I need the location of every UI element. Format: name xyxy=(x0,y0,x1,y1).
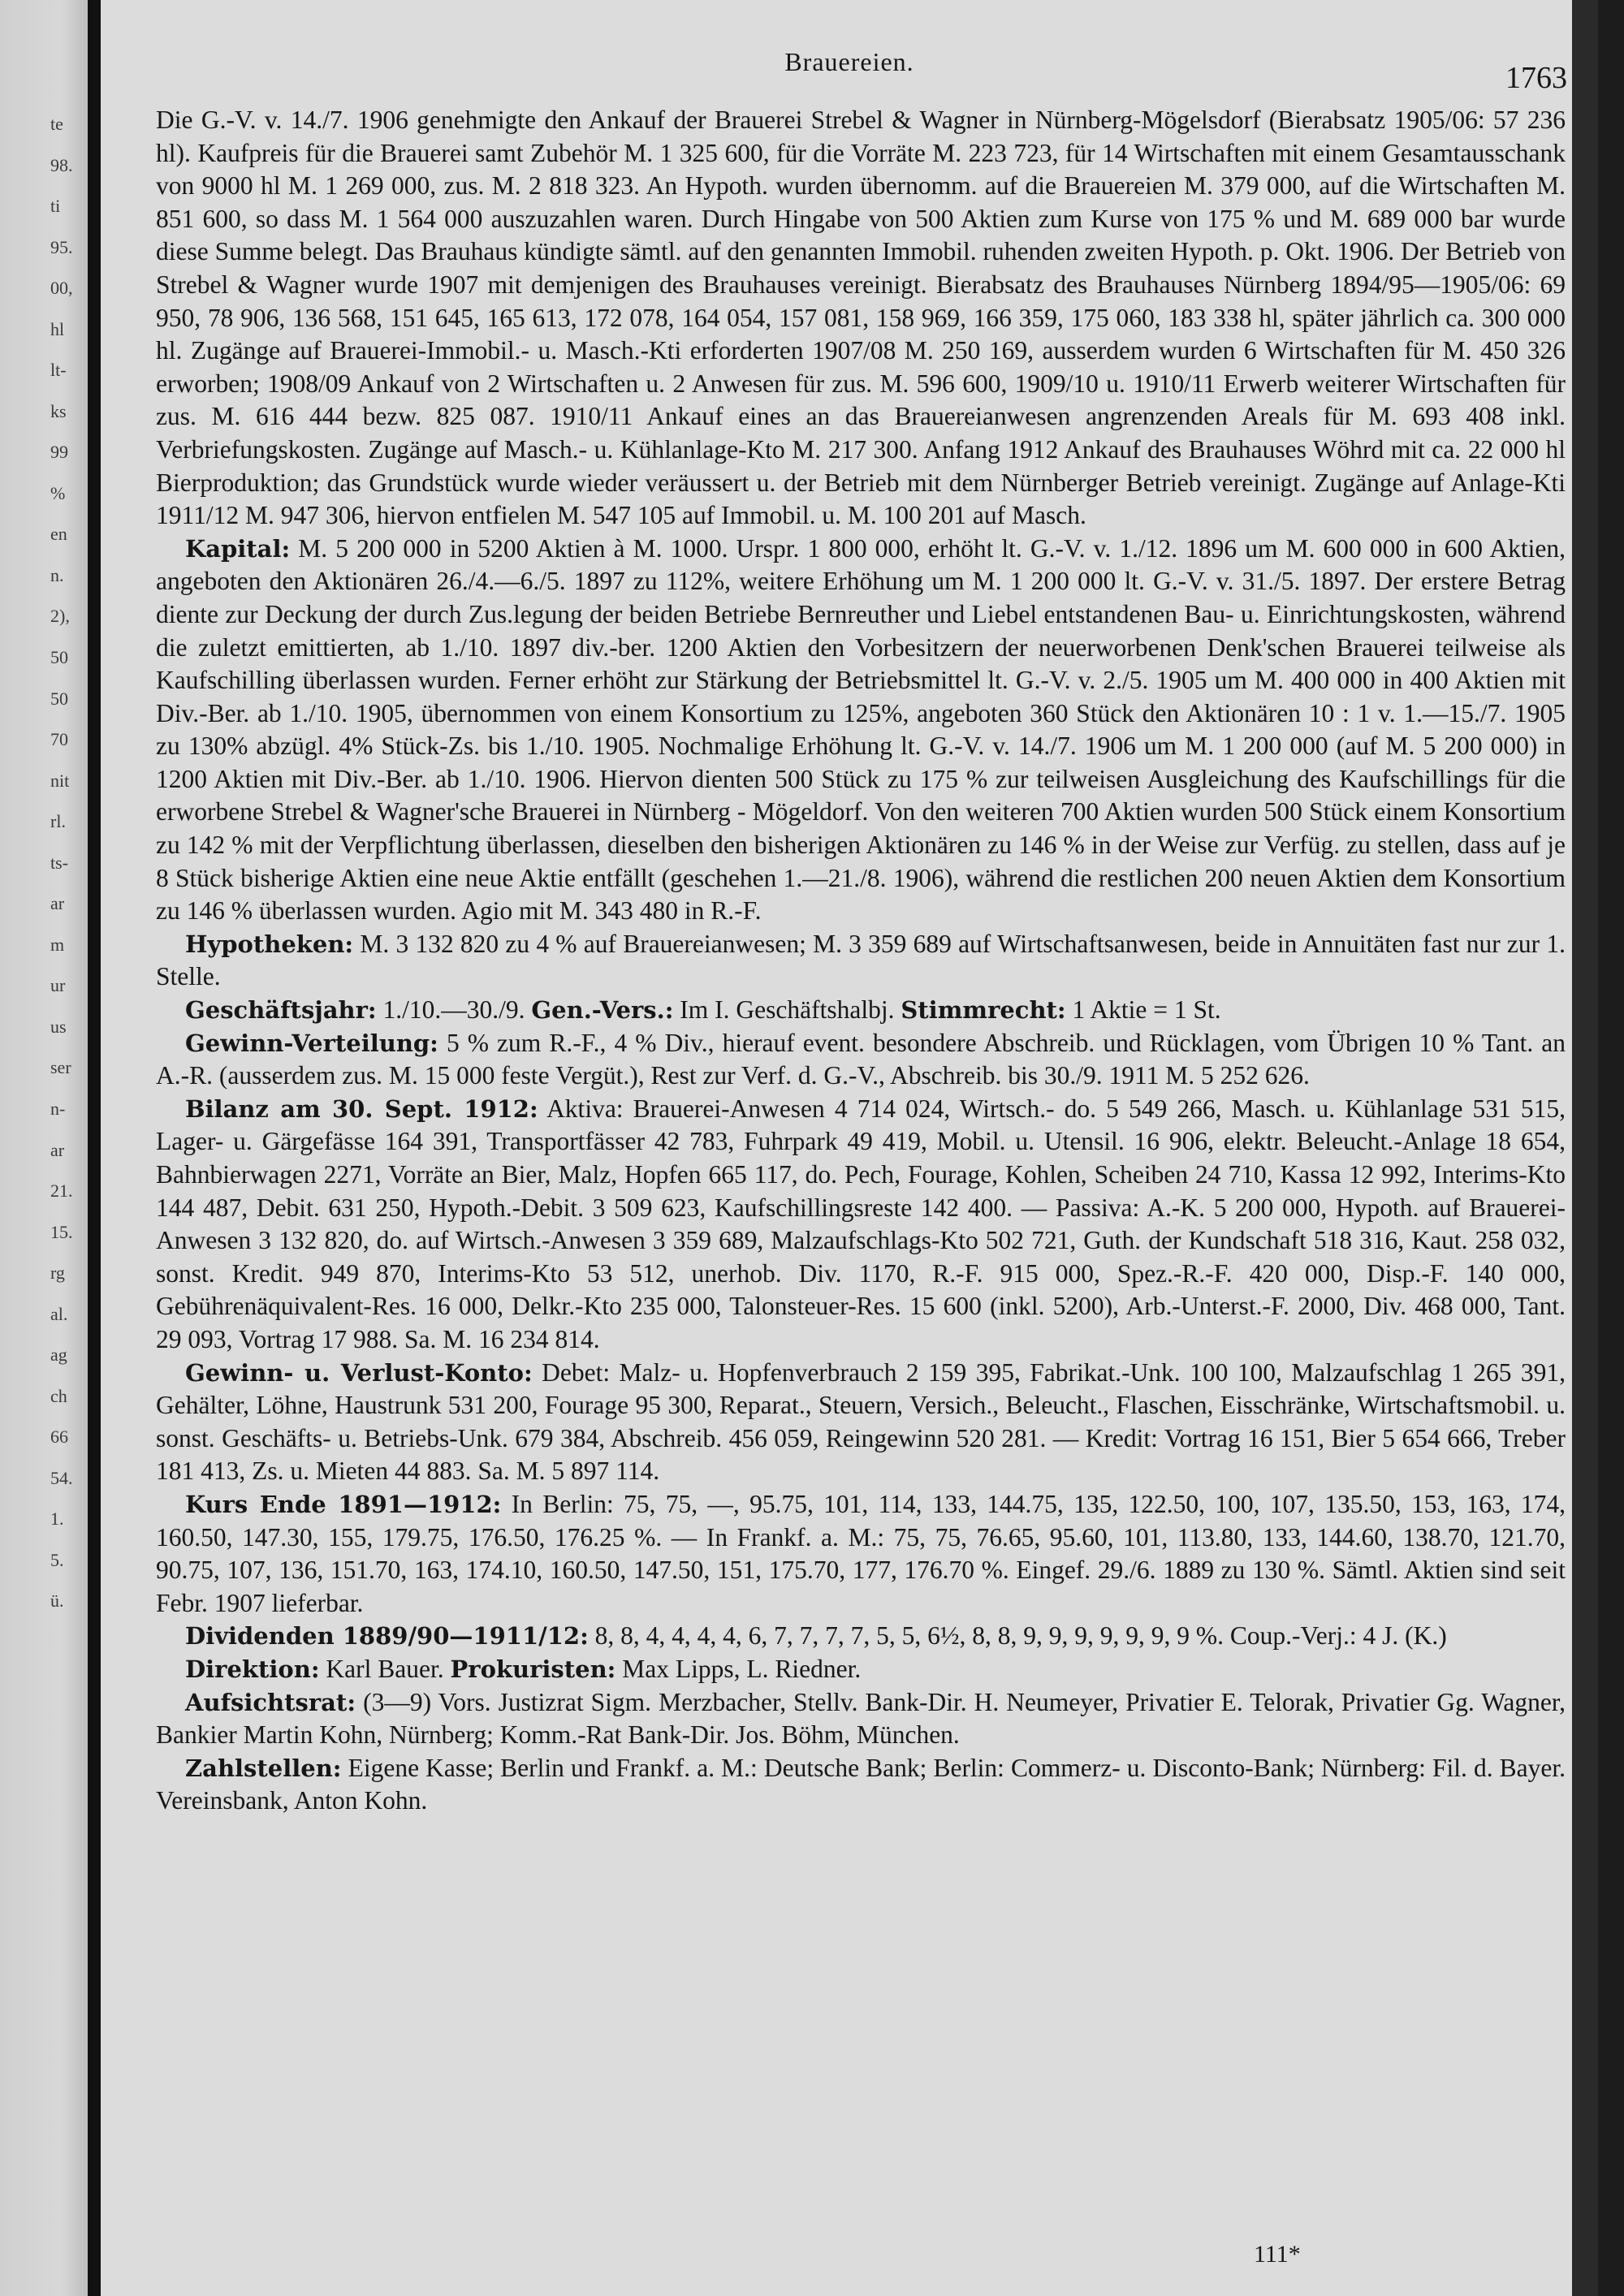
section-label: Zahlstellen: xyxy=(185,1754,342,1782)
binding-fragment: m xyxy=(50,934,65,955)
binding-fragment: 54. xyxy=(50,1468,73,1488)
section-text: In Berlin: 75, 75, —, 95.75, 101, 114, 133, 144.75, 135, 122.50, 100, 107, 135.50, 153, 163, 174, 160.50, 147.30, 155, 179.75, 176.50, 176.25 %. — In Frankf. a. M.: 75, 75, 76.65, 95.60, 101, 113.80, 133, 144.60, 138.70, 121.70, 90.75, 107, 136, 151.70, 163, 174.10, 160.50, 147.50, 151, 175.70, 177, 176.70 %. Eingef. 29./6. 1889 zu 130 %. Sämtl. Aktien sind seit Febr. 1907 lieferbar. xyxy=(156,1489,1566,1617)
binding-fragment: ü. xyxy=(50,1590,64,1611)
section-hypotheken xyxy=(156,928,1566,994)
binding-fragment: 66 xyxy=(50,1426,68,1447)
section-text: M. 3 132 820 zu 4 % auf Brauereianwesen; M. 3 359 689 auf Wirtschaftsanwesen, beide in Annuitäten fast nur zur 1. Stelle. xyxy=(156,929,1566,991)
running-title: Brauereien. xyxy=(784,47,914,76)
binding-fragment: 98. xyxy=(50,155,73,175)
binding-fragment: al. xyxy=(50,1304,68,1324)
section-label: Aufsichtsrat: xyxy=(185,1688,356,1716)
section-label: Dividenden 1889/90—1911/12: xyxy=(185,1622,589,1651)
section-text: 5 % zum R.-F., 4 % Div., hierauf event. besondere Abschreib. und Rücklagen, vom Übrigen 10 % Tant. an A.-R. (ausserdem zus. M. 15 000 feste Vergüt.), Rest zur Verf. d. G.-V., Abschreib. bis 30./9. 1911 M. 5 252 626. xyxy=(156,1028,1566,1090)
binding-fragment: ar xyxy=(50,893,65,913)
binding-fragment: 50 xyxy=(50,647,68,667)
section-geschaeftsjahr xyxy=(156,994,1566,1027)
section-label: Bilanz am 30. Sept. 1912: xyxy=(185,1094,538,1123)
binding-fragment: us xyxy=(50,1016,67,1037)
section-kurs xyxy=(156,1488,1566,1620)
binding-fragment: ch xyxy=(50,1386,67,1406)
section-label: Gewinn- u. Verlust-Konto: xyxy=(185,1358,533,1387)
section-label-stimmrecht: Stimmrecht: xyxy=(901,996,1066,1025)
section-dividenden xyxy=(156,1620,1566,1653)
binding-fragment: % xyxy=(50,483,66,503)
binding-fragment: ts- xyxy=(50,852,68,873)
binding-fragment: 00, xyxy=(50,278,73,298)
section-label: Direktion: xyxy=(185,1655,320,1683)
binding-fragment: 70 xyxy=(50,729,68,749)
binding-fragment: 1. xyxy=(50,1508,64,1529)
binding-fragment: ur xyxy=(50,975,66,995)
section-text-gen-vers: Im I. Geschäftshalbj. xyxy=(680,995,895,1025)
section-text: M. 5 200 000 in 5200 Aktien à M. 1000. Urspr. 1 800 000, erhöht lt. G.-V. v. 1./12. 1896 um M. 600 000 in 600 Aktien, angeboten den Aktionären 26./4.—6./5. 1897 zu 112%, weitere Erhöhung um M. 1 200 000 lt. G.-V. v. 31./5. 1897. Der erstere Betrag diente zur Deckung der durch Zus.legung der beiden Betriebe Bernreuther und Liebel entstandenen Bau- u. Einrichtungskosten, während die zuletzt emittierten, ab 1./10. 1897 div.-ber. 1200 Aktien den Vorbesitzern der neuerworbenen Denk'schen Brauerei teilweise als Kaufschilling überlassen wurden. Ferner erhöht zur Stärkung der Betriebsmittel lt. G.-V. v. 2./5. 1905 um M. 400 000 in 400 Aktien mit Div.-Ber. ab 1./10. 1905, übernommen von einem Konsortium zu 125%, angeboten 360 Stück den Aktionären 10 : 1 v. 1.—15./7. 1905 zu 130% abzügl. 4% Stück-Zs. bis 1./10. 1905. Nochmalige Erhöhung lt. G.-V. v. 14./7. 1906 um M. 1 200 000 (auf M. 5 200 000) in 1200 Aktien mit Div.-Ber. ab 1./10. 1906. Hiervon dienten 500 Stück zu 175 % zur teilweisen Ausgleichung des Kaufschillings für die erworbene Strebel & Wagner'sche Brauerei in Nürnberg - Mögeldorf. Von den weiteren 700 Aktien wurden 500 Stück einem Konsortium zu 142 % mit der Verpflichtung überlassen, dieselben den bisherigen Aktionären zu 146 % in der Weise zur Verfüg. zu stellen, dass auf je 8 Stück bisherige Aktien eine neue Aktie entfällt (geschehen 1.—21./8. 1906), während die restlichen 200 neuen Aktien dem Konsortium zu 146 % überlassen wurden. Agio mit M. 343 480 in R.-F. xyxy=(156,533,1566,926)
page-edge-shadow xyxy=(1572,0,1598,2296)
page-number: 1763 xyxy=(1505,61,1567,95)
binding-fragment: rl. xyxy=(50,811,66,831)
section-label: Kapital: xyxy=(185,534,291,563)
binding-fragment: en xyxy=(50,524,67,544)
binding-fragment: n- xyxy=(50,1098,66,1119)
binding-fragment: n. xyxy=(50,565,64,585)
section-kapital xyxy=(156,533,1566,928)
binding-fragment: ks xyxy=(50,401,67,421)
binding-fragment: 15. xyxy=(50,1222,73,1242)
binding-fragment: ti xyxy=(50,196,61,216)
binding-fragment: ar xyxy=(50,1140,65,1160)
section-text-prokuristen: Max Lipps, L. Riedner. xyxy=(622,1654,862,1683)
document-page xyxy=(101,0,1598,2296)
section-direktion xyxy=(156,1653,1566,1686)
section-bilanz xyxy=(156,1093,1566,1357)
binding-fragment: lt- xyxy=(50,360,67,380)
binding-fragment: 5. xyxy=(50,1550,64,1570)
binding-fragment: hl xyxy=(50,319,65,339)
section-text: 1./10.—30./9. xyxy=(382,995,525,1025)
section-text: (3—9) Vors. Justizrat Sigm. Merzbacher, Stellv. Bank-Dir. H. Neumeyer, Privatier E. Telorak, Privatier Gg. Wagner, Bankier Martin Kohn, Nürnberg; Komm.-Rat Bank-Dir. Jos. Böhm, München. xyxy=(156,1687,1566,1750)
binding-fragment: 21. xyxy=(50,1180,73,1201)
section-text: Aktiva: Brauerei-Anwesen 4 714 024, Wirtsch.- do. 5 549 266, Masch. u. Kühlanlage 531 515, Lager- u. Gärgefässe 164 391, Transportfässer 42 783, Fuhrpark 49 419, Mobil. u. Utensil. 16 906, elektr. Beleucht.-Anlage 18 654, Bahnbierwagen 2271, Vorräte an Bier, Malz, Hopfen 665 117, do. Pech, Fourage, Kohlen, Scheiben 24 710, Kassa 12 992, Interims-Kto 144 487, Debit. 631 250, Hypoth.-Debit. 3 509 623, Kaufschillingsreste 142 400. — Passiva: A.-K. 5 200 000, Hypoth. auf Brauerei-Anwesen 3 132 820, do. auf Wirtsch.-Anwesen 3 359 689, Malzaufschlags-Kto 502 721, Guth. der Kundschaft 518 316, Kaut. 258 032, sonst. Kredit. 949 870, Interims-Kto 53 512, unerhob. Div. 1170, R.-F. 915 000, Spez.-R.-F. 420 000, Disp.-F. 140 000, Gebührenäquivalent-Res. 16 000, Delkr.-Kto 235 000, Talonsteuer-Res. 15 600 (inkl. 5200), Arb.-Unterst.-F. 2000, Div. 468 000, Tant. 29 093, Vortrag 17 988. Sa. M. 16 234 814. xyxy=(156,1094,1566,1353)
section-label: Geschäftsjahr: xyxy=(185,996,377,1025)
section-text: 8, 8, 4, 4, 4, 4, 6, 7, 7, 7, 7, 5, 5, 6½, 8, 8, 9, 9, 9, 9, 9, 9, 9 %. Coup.-Verj.: 4 J. (K.) xyxy=(594,1621,1447,1651)
binding-fragment: nit xyxy=(50,770,70,791)
binding-fragment: rg xyxy=(50,1262,65,1283)
section-text: Debet: Malz- u. Hopfenverbrauch 2 159 395, Fabrikat.-Unk. 100 100, Malzaufschlag 1 265 391, Gehälter, Löhne, Haustrunk 531 200, Fourage 95 300, Reparat., Steuern, Versich., Beleucht., Flaschen, Eisschränke, Wirtschaftsmobil. u. sonst. Geschäfts- u. Betriebs-Unk. 679 384, Abschreib. 456 059, Reingewinn 520 281. — Kredit: Vortrag 16 151, Bier 5 654 666, Treber 181 413, Zs. u. Mieten 44 883. Sa. M. 5 897 114. xyxy=(156,1357,1566,1486)
section-label-gen-vers: Gen.-Vers.: xyxy=(531,996,674,1025)
section-label-prokuristen: Prokuristen: xyxy=(450,1655,616,1683)
binding-fragment: 95. xyxy=(50,237,73,257)
section-gewinn-verlust xyxy=(156,1357,1566,1488)
binding-fragment: 50 xyxy=(50,688,68,709)
book-gutter xyxy=(88,0,101,2296)
sheet-signature: 111* xyxy=(1254,2241,1301,2268)
binding-fragment: 99 xyxy=(50,442,68,462)
binding-fragment: ser xyxy=(50,1057,71,1077)
binding-fragment: ag xyxy=(50,1344,67,1365)
intro-paragraph xyxy=(156,104,1566,533)
section-text-stimmrecht: 1 Aktie = 1 St. xyxy=(1072,995,1221,1025)
section-zahlstellen xyxy=(156,1752,1566,1818)
facing-page-margin xyxy=(0,0,88,2296)
section-text: Eigene Kasse; Berlin und Frankf. a. M.: Deutsche Bank; Berlin: Commerz- u. Disconto-Bank; Nürnberg: Fil. d. Bayer. Vereinsbank, Anton Kohn. xyxy=(156,1753,1566,1815)
section-label: Hypotheken: xyxy=(185,930,354,958)
intro-text: Die G.-V. v. 14./7. 1906 genehmigte den Ankauf der Brauerei Strebel & Wagner in Nürnberg-Mögelsdorf (Bierabsatz 1905/06: 57 236 hl). Kaufpreis für die Brauerei samt Zubehör M. 1 325 600, für die Vorräte M. 223 723, für 14 Wirtschaften mit einem Gesamtausschank von 9000 hl M. 1 269 000, zus. M. 2 818 323. An Hypoth. wurden übernomm. auf die Brauereien M. 379 000, auf die Wirtschaften M. 851 600, so dass M. 1 564 000 auszuzahlen waren. Durch Hingabe von 500 Aktien zum Kurse von 175 % und M. 689 000 bar wurde diese Summe belegt. Das Brauhaus kündigte sämtl. auf den genannten Immobil. ruhenden zweiten Hypoth. p. Okt. 1906. Der Betrieb von Strebel & Wagner wurde 1907 mit demjenigen des Brauhauses vereinigt. Bierabsatz des Brauhauses Nürnberg 1894/95—1905/06: 69 950, 78 906, 136 568, 151 645, 165 613, 172 078, 164 054, 157 081, 158 969, 166 359, 175 060, 183 338 hl, später jährlich ca. 300 000 hl. Zugänge auf Brauerei-Immobil.- u. Masch.-Kti erforderten 1907/08 M. 250 169, ausserdem wurden 6 Wirtschaften für M. 450 326 erworben; 1908/09 Ankauf von 2 Wirtschaften u. 2 Anwesen für zus. M. 596 600, 1909/10 u. 1910/11 Erwerb weiterer Wirtschaften für zus. M. 616 444 bezw. 825 087. 1910/11 Ankauf eines an das Brauereianwesen angrenzenden Areals für M. 693 408 inkl. Verbriefungskosten. Zugänge auf Masch.- u. Kühlanlage-Kto M. 217 300. Anfang 1912 Ankauf des Brauhauses Wöhrd mit ca. 22 000 hl Bierproduktion; das Grundstück wurde wieder veräussert u. der Betrieb mit dem Nürnberger Betrieb vereinigt. Zugänge auf Anlage-Kti 1911/12 M. 947 306, hiervon entfielen M. 547 105 auf Immobil. u. M. 100 201 auf Masch. xyxy=(156,106,1566,530)
section-text: Karl Bauer. xyxy=(326,1654,444,1683)
binding-fragment: te xyxy=(50,114,63,134)
section-gewinn-verteilung xyxy=(156,1027,1566,1093)
section-label: Kurs Ende 1891—1912: xyxy=(185,1490,502,1518)
section-label: Gewinn-Verteilung: xyxy=(185,1029,438,1057)
page-body xyxy=(156,104,1566,1818)
binding-fragment: 2), xyxy=(50,606,70,626)
section-aufsichtsrat xyxy=(156,1686,1566,1752)
